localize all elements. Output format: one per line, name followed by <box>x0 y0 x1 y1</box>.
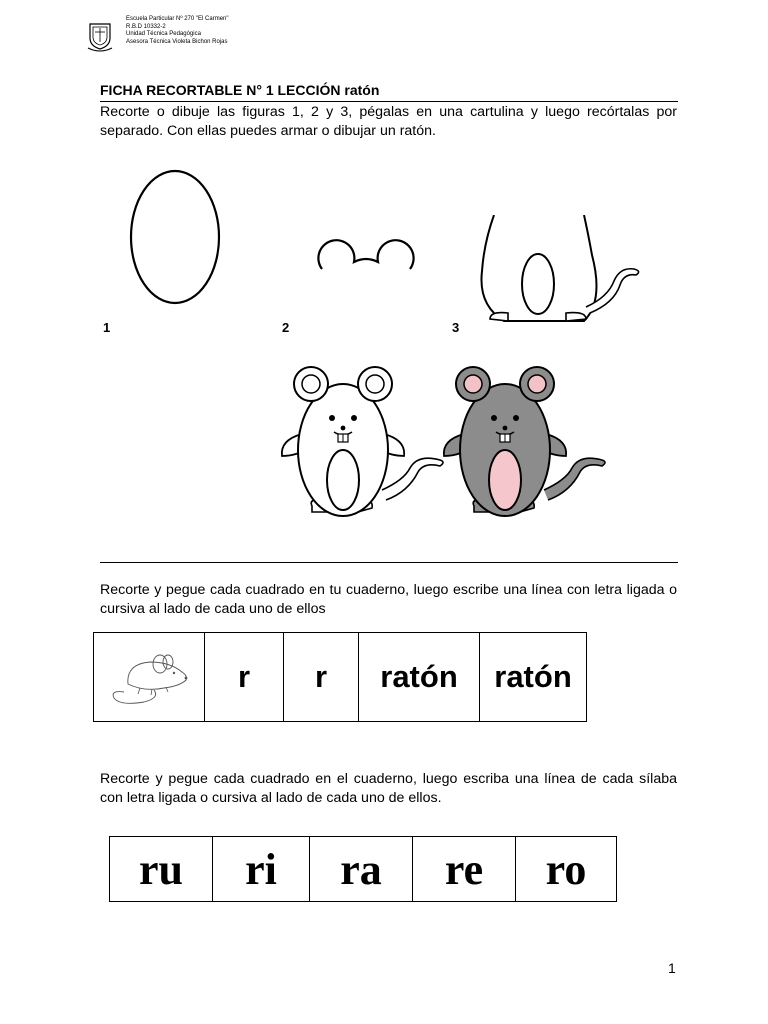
section-3-instructions: Recorte y pegue cada cuadrado en el cuaderno, luego escriba una línea de cada sílaba con letra ligada o cursiva al lado de cada uno de ellos. <box>100 771 677 806</box>
syllable-cards-table <box>109 836 617 902</box>
gray-mouse-illustration <box>440 362 610 518</box>
school-logo <box>86 18 114 52</box>
figure-1-oval <box>128 168 224 308</box>
header-line: Escuela Particular Nº 270 "El Carmen" <box>126 16 229 22</box>
header-line: Asesora Técnica Violeta Bichon Rojas <box>126 38 228 45</box>
card-letter: r <box>284 633 359 722</box>
section-2-instructions: Recorte y pegue cada cuadrado en tu cuaderno, luego escribe una línea con letra ligada o cursiva al lado de cada uno de ellos <box>100 582 677 617</box>
title-underline <box>100 101 678 102</box>
syllable-card: ro <box>516 837 617 902</box>
worksheet-title: FICHA RECORTABLE N° 1 LECCIÓN ratón <box>100 82 380 98</box>
card-mouse-sketch <box>94 633 205 722</box>
card-word: ratón <box>359 633 480 722</box>
figure-2-ears <box>312 228 420 276</box>
syllable-card: ri <box>213 837 310 902</box>
mouse-sketch-icon <box>104 646 194 708</box>
figure-1-label: 1 <box>103 320 111 335</box>
section-divider <box>100 562 678 563</box>
figure-2-label: 2 <box>282 320 290 335</box>
school-header <box>126 16 229 46</box>
page-number: 1 <box>668 960 676 976</box>
header-line: R.B.D 10332-2 <box>126 23 166 30</box>
word-cards-table <box>93 632 587 722</box>
card-letter: r <box>205 633 284 722</box>
header-line: Unidad Técnica Pedagógica <box>126 31 201 38</box>
white-mouse-illustration <box>278 362 448 518</box>
card-word: ratón <box>480 633 587 722</box>
figure-3-body <box>474 215 646 327</box>
syllable-card: ru <box>110 837 213 902</box>
syllable-card: ra <box>310 837 413 902</box>
figure-3-label: 3 <box>452 320 460 335</box>
syllable-card: re <box>413 837 516 902</box>
intro-instructions: Recorte o dibuje las figuras 1, 2 y 3, pégalas en una cartulina y luego recórtalas por separado. Con ellas puedes armar o dibujar un ratón. <box>100 104 677 139</box>
